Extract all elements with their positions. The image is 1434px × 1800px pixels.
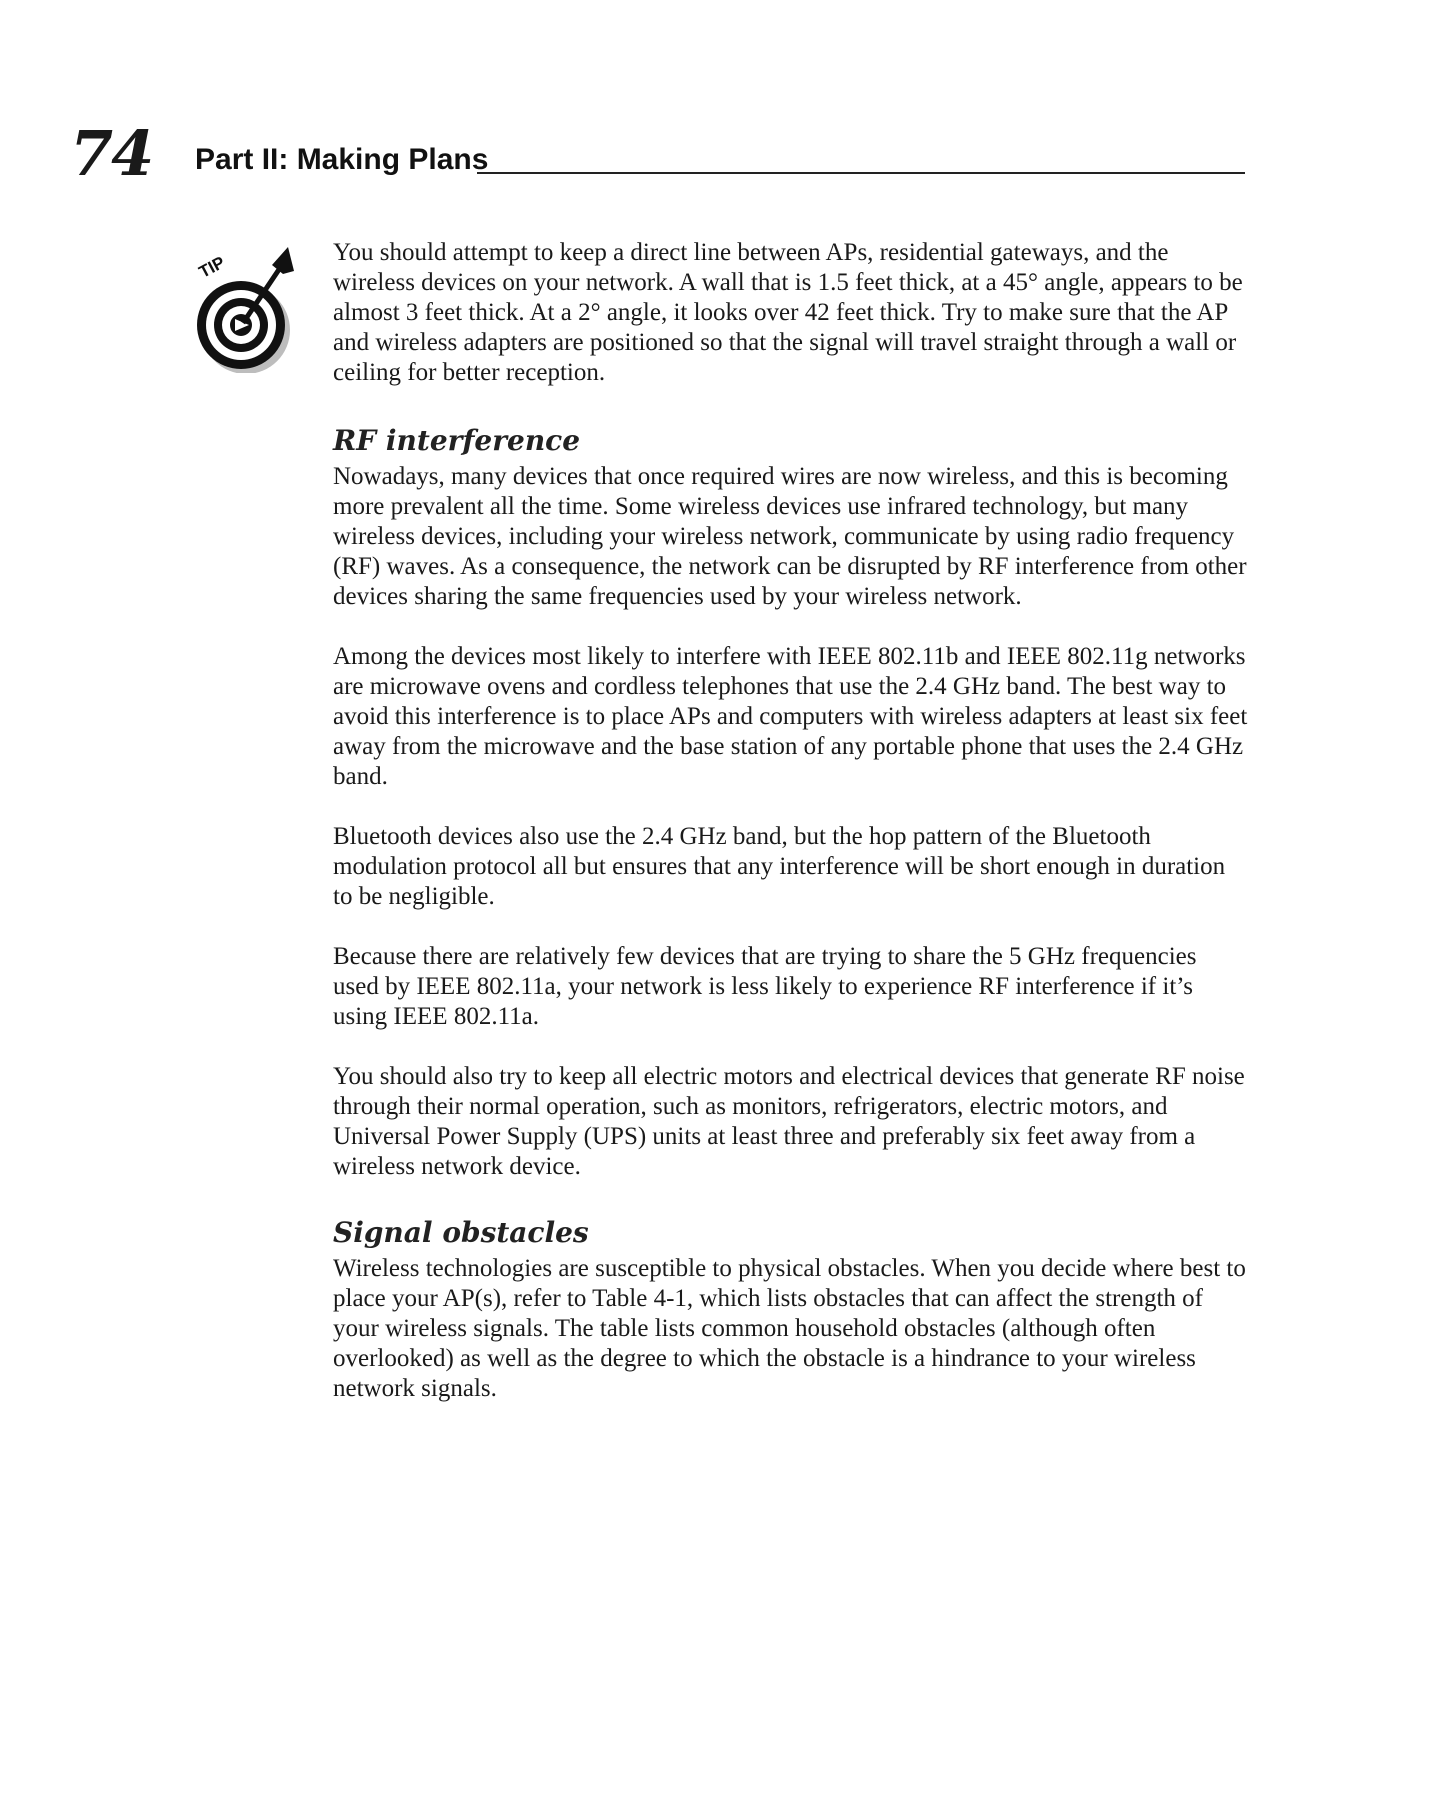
- body-paragraph: Because there are relatively few devices that are trying to share the 5 GHz frequencies used by IEEE 802.11a, your network is less likely to experience RF interference if it’s using IEEE 802.11a.: [333, 943, 1197, 1030]
- tip-icon-label: TIP: [195, 252, 229, 282]
- page-number: 74: [70, 117, 153, 190]
- body-paragraph: Nowadays, many devices that once required wires are now wireless, and this is becoming more prevalent all the time. Some wireless devices use infrared technology, but many wireless devices, including your wireless network, communicate by using radio frequency (RF) waves. As a consequence, the network can be disrupted by RF interference from other devices sharing the same frequencies used by your wireless network.: [333, 463, 1247, 610]
- body-paragraph: Among the devices most likely to interfere with IEEE 802.11b and IEEE 802.11g networks are microwave ovens and cordless telephones that use the 2.4 GHz band. The best way to avoid this interference is to place APs and computers with wireless adapters at least six feet away from the microwave and the base station of any portable phone that uses the 2.4 GHz band.: [333, 643, 1248, 790]
- page-content: [333, 238, 1248, 1404]
- running-head: Part II: Making Plans: [195, 143, 489, 176]
- header-rule: [477, 172, 1245, 174]
- tip-target-icon: [190, 243, 302, 373]
- section-signal-obstacles: [333, 1216, 1248, 1404]
- body-paragraph: Wireless technologies are susceptible to physical obstacles. When you decide where best to place your AP(s), refer to Table 4-1, which lists obstacles that can affect the strength of your wireless signals. The table lists common household obstacles (although often overlooked) as well as the degree to which the obstacle is a hindrance to your wireless network signals.: [333, 1255, 1246, 1402]
- section-rf-interference: [333, 424, 1248, 1182]
- body-paragraph: Bluetooth devices also use the 2.4 GHz band, but the hop pattern of the Bluetooth modulation protocol all but ensures that any interference will be short enough in duration to be negligible.: [333, 823, 1226, 910]
- body-paragraph: You should also try to keep all electric motors and electrical devices that generate RF noise through their normal operation, such as monitors, refrigerators, electric motors, and Universal Power Supply (UPS) units at least three and preferably six feet away from a wireless network device.: [333, 1063, 1245, 1180]
- section-heading: Signal obstacles: [333, 1216, 589, 1249]
- section-heading: RF interference: [333, 424, 581, 457]
- tip-paragraph: You should attempt to keep a direct line between APs, residential gateways, and the wireless devices on your network. A wall that is 1.5 feet thick, at a 45° angle, appears to be almost 3 feet thick. At a 2° angle, it looks over 42 feet thick. Try to make sure that the AP and wireless adapters are positioned so that the signal will travel straight through a wall or ceiling for better reception.: [333, 239, 1243, 386]
